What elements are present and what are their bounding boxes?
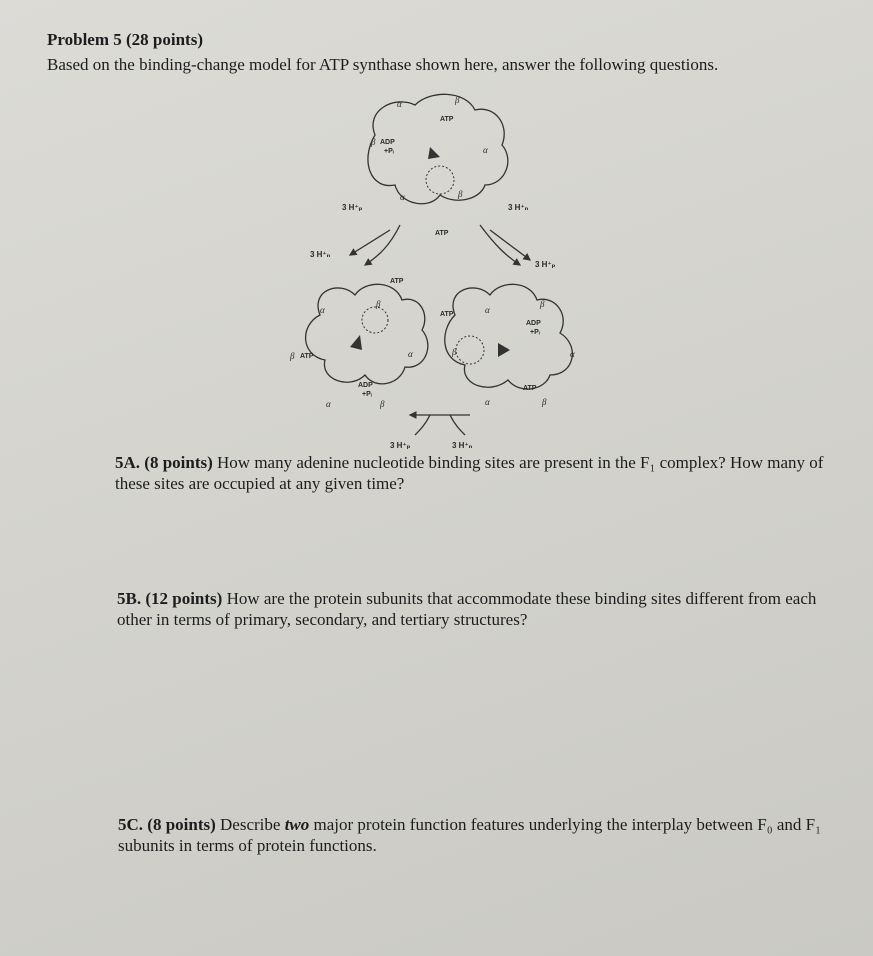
question-5a xyxy=(115,452,835,494)
problem-intro: Based on the binding-change model for ATP synthase shown here, answer the following questions. xyxy=(47,55,719,74)
question-5b-head: 5B. (12 points) xyxy=(117,589,223,608)
question-5b xyxy=(117,588,837,630)
question-5c xyxy=(118,814,838,856)
adp-label: ADP xyxy=(358,382,373,389)
proton-label: 3 H⁺ₙ xyxy=(508,203,529,212)
proton-flow-arrows xyxy=(310,203,556,269)
beta-label: β xyxy=(371,137,376,147)
question-5c-emphasis: two xyxy=(284,815,310,834)
beta-label: β xyxy=(540,299,545,309)
question-5c-body-post: major protein function features underlying the interplay between F₀ and F₁ subunits in terms of protein functions. xyxy=(118,815,822,855)
proton-label: 3 H⁺ₙ xyxy=(452,441,473,450)
question-5a-head: 5A. (8 points) xyxy=(115,453,213,472)
pi-label: +Pᵢ xyxy=(384,148,394,155)
bottom-right-f1-complex xyxy=(440,284,575,407)
binding-change-diagram xyxy=(280,85,600,455)
question-5c-head: 5C. (8 points) xyxy=(118,815,216,834)
alpha-label: α xyxy=(483,145,488,155)
pi-label: +Pᵢ xyxy=(530,329,540,336)
atp-label: ATP xyxy=(390,278,404,285)
bottom-left-f1-complex xyxy=(289,278,428,409)
alpha-label: α xyxy=(397,99,402,109)
top-f1-complex xyxy=(368,94,508,237)
bottom-transition xyxy=(390,415,473,450)
atp-label: ATP xyxy=(440,311,454,318)
atp-label: ATP xyxy=(435,230,449,237)
beta-label: β xyxy=(290,351,295,361)
proton-label: 3 H⁺ₚ xyxy=(535,260,556,269)
atp-label: ATP xyxy=(440,116,454,123)
question-5b-body: How are the protein subunits that accommodate these binding sites different from each other in terms of primary, secondary, and tertiary structures? xyxy=(117,589,817,629)
proton-label: 3 H⁺ₙ xyxy=(310,250,331,259)
question-5a-body: How many adenine nucleotide binding sites are present in the F₁ complex? How many of these sites are occupied at any given time? xyxy=(115,453,824,493)
proton-label: 3 H⁺ₚ xyxy=(390,441,411,450)
beta-label: β xyxy=(542,397,547,407)
atp-label: ATP xyxy=(523,385,537,392)
alpha-label: α xyxy=(408,349,413,359)
beta-label: β xyxy=(455,95,460,105)
alpha-label: α xyxy=(485,305,490,315)
beta-label: β xyxy=(376,299,381,309)
beta-label: β xyxy=(452,347,457,357)
alpha-label: α xyxy=(570,349,575,359)
alpha-label: α xyxy=(485,397,490,407)
problem-title: Problem 5 (28 points) xyxy=(47,30,203,49)
adp-label: ADP xyxy=(380,139,395,146)
beta-label: β xyxy=(458,189,463,199)
proton-label: 3 H⁺ₚ xyxy=(342,203,363,212)
atp-label: ATP xyxy=(300,353,314,360)
pi-label: +Pᵢ xyxy=(362,391,372,398)
adp-label: ADP xyxy=(526,320,541,327)
alpha-label: α xyxy=(400,192,405,202)
alpha-label: α xyxy=(326,399,331,409)
alpha-label: α xyxy=(320,305,325,315)
question-5c-body-pre: Describe xyxy=(215,815,285,834)
beta-label: β xyxy=(380,399,385,409)
